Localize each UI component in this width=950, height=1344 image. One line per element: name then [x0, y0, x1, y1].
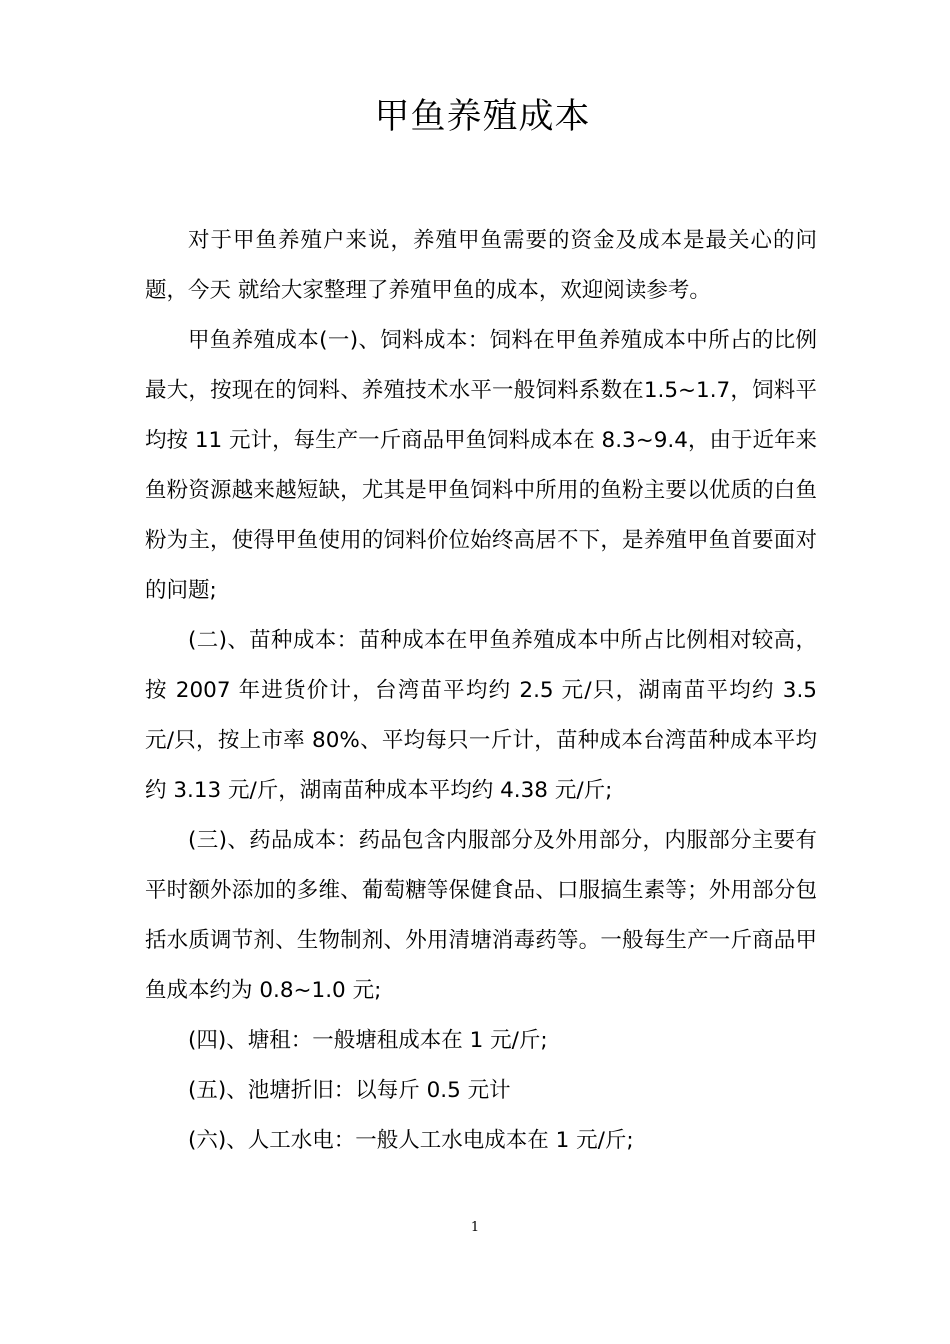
paragraph-intro: 对于甲鱼养殖户来说，养殖甲鱼需要的资金及成本是最关心的问题，今天 就给大家整理了养殖甲鱼的成本，欢迎阅读参考。 — [145, 228, 817, 303]
document-title: 甲鱼养殖成本 — [374, 97, 591, 137]
page-number: 1 — [470, 1220, 480, 1235]
document-body — [145, 216, 817, 1166]
paragraph-labor-utilities: (六)、人工水电：一般人工水电成本在 1 元/斤; — [188, 1128, 634, 1153]
paragraph-pond-rent: (四)、塘租：一般塘租成本在 1 元/斤; — [188, 1028, 548, 1053]
paragraph-seedling-cost: (二)、苗种成本：苗种成本在甲鱼养殖成本中所占比例相对较高，按 2007 年进货价计，台湾苗平均约 2.5 元/只，湖南苗平均约 3.5 元/只，按上市率 80%、平均每只一斤计，苗种成本台湾苗种成本平均约 3.13 元/斤，湖南苗种成本平均约 4.38 元/斤; — [145, 628, 817, 803]
paragraph-pond-depreciation: (五)、池塘折旧：以每斤 0.5 元计 — [188, 1078, 511, 1103]
paragraph-medicine-cost: (三)、药品成本：药品包含内服部分及外用部分，内服部分主要有平时额外添加的多维、葡萄糖等保健食品、口服搞生素等；外用部分包括水质调节剂、生物制剂、外用清塘消毒药等。一般每生产一斤商品甲鱼成本约为 0.8~1.0 元; — [145, 828, 817, 1003]
paragraph-feed-cost: 甲鱼养殖成本(一)、饲料成本：饲料在甲鱼养殖成本中所占的比例最大，按现在的饲料、养殖技术水平一般饲料系数在1.5~1.7，饲料平均按 11 元计，每生产一斤商品甲鱼饲料成本在 8.3~9.4，由于近年来鱼粉资源越来越短缺，尤其是甲鱼饲料中所用的鱼粉主要以优质的白鱼粉为主，使得甲鱼使用的饲料价位始终高居不下，是养殖甲鱼首要面对的问题; — [145, 328, 817, 603]
